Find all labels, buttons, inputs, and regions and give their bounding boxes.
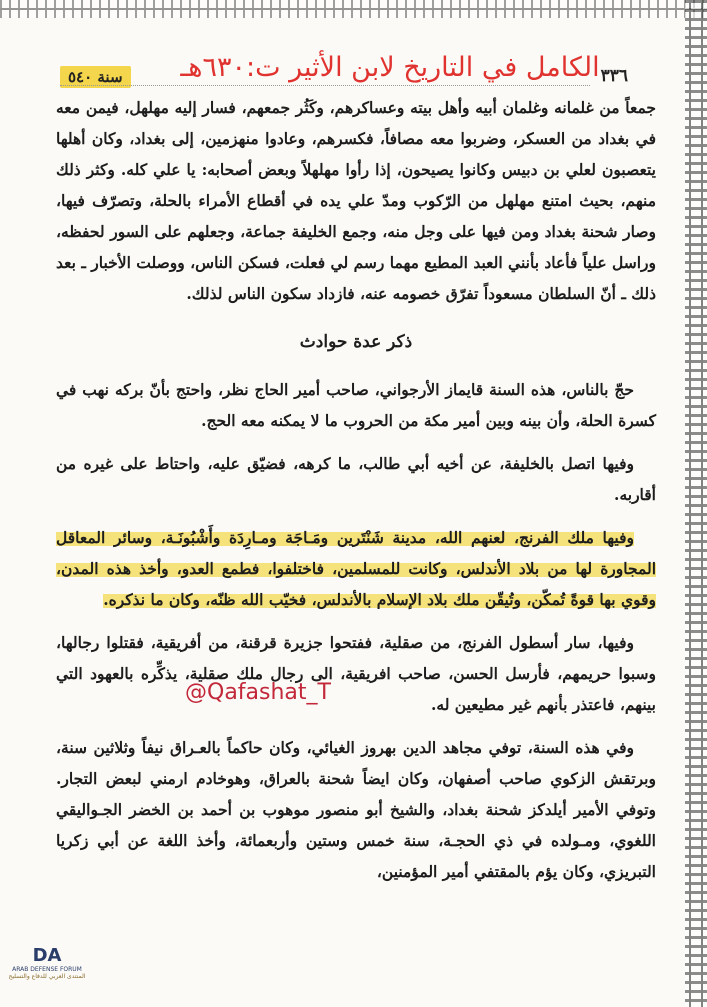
logo-mark: DA (32, 945, 62, 966)
decorative-border-top (0, 0, 707, 18)
decorative-border-right (685, 0, 707, 1007)
logo-subtext: المنتدى العربي للدفاع والتسليح (8, 973, 86, 980)
page-header (0, 40, 660, 90)
highlighted-text: وفيها ملك الفرنج، لعنهم الله، مدينة شَنْتَرين ومَـاجَة ومـارِدَة وأَشْبُونَـة، وسائر المعاقل المجاورة لها من بلاد الأندلس، وكانت للمسلمين، فاختلفوا، فطمع العدو، وأخذ هذه المدن، وقوي بها قوةً تُمكّن، وتُيقّن ملك بلاد الإسلام بالأندلس، فخيّب الله ظنّه، وكان ما نذكره. (56, 528, 656, 609)
watermark-handle: @Qafashat_T (185, 680, 331, 705)
page-body (56, 92, 656, 899)
paragraph-4-highlighted (56, 522, 656, 615)
section-heading: ذكر عدة حوادث (299, 332, 413, 352)
page-number: ٣٣٦ (600, 66, 628, 86)
forum-logo (2, 945, 92, 1005)
paragraph-5: وفيها، سار أسطول الفرنج، من صقلية، ففتحوا جزيرة قرقنة، من أفريقية، فقتلوا رجالها، وسبوا حريمهم، فأرسل الحسن، صاحب افريقية، الى رجال ملك صقلية، يذكِّره بالعهود التي بينهم، فاعتذر بأنهم غير مطيعين له. (56, 633, 656, 714)
header-rule (60, 85, 590, 87)
paragraph-6: وفي هذه السنة، توفي مجاهد الدين بهروز الغيائي، وكان حاكماً بالعـراق نيفاً وثلاثين سنة، وبرتقش الزكوي صاحب أصفهان، وكان ايضاً شحنة بالعراق، وهوخادم ارمني لبعض التجار. وتوفي الأمير أيلدكز شحنة بغداد، والشيخ أبو منصور موهوب بن أحمد بن الخضر الجـواليقي اللغوي، ومـولده في ذي الحجـة، سنة خمس وستين وأربعمائة، وأخذ اللغة عن أبي زكريا التبريزي، وكان يؤم بالمقتفي أمير المؤمنين، (56, 738, 656, 881)
paragraph-2: حجّ بالناس، هذه السنة قايماز الأرجواني، صاحب أمير الحاج نظر، واحتج بأنّ بركه نهب في كسرة الحلة، وأن بينه وبين أمير مكة من الحروب ما لا يمكنه معه الحج. (56, 380, 656, 430)
year-badge: سنة ٥٤٠ (60, 66, 131, 88)
paragraph-3: وفيها اتصل بالخليفة، عن أخيه أبي طالب، ما كرهه، فضيّق عليه، واحتاط على غيره من أقاربه. (56, 454, 656, 504)
book-title: الكامل في التاريخ لابن الأثير ت:٦٣٠هـ (180, 52, 600, 83)
paragraph-1: جمعاً من غلمانه وغلمان أبيه وأهل بيته وعساكرهم، وكَثُر جمعهم، فسار إليه مهلهل، فيمن معه في بغداد من العسكر، وضربوا معه مصافاً، فكسرهم، وعادوا منهزمين، إلى بغداد، وكان أهلها يتعصبون لعلي بن دبيس وكانوا يصيحون، إذا رأوا مهلهلاً وبعض أصحابه: يا علي كله. وكثر ذلك منهم، بحيث امتنع مهلهل من الرّكوب ومدّ علي يده في أقطاع الأمراء بالحلة، وتصرّف فيها، وصار شحنة بغداد ومن فيها على وجل منه، وجمع الخليفة جماعة، وجعلهم على السور لحفظه، وراسل علياً فأعاد بأنني العبد المطيع مهما رسم لي فعلت، فسكن الناس، ووصلت الأخبار ـ بعد ذلك ـ أنّ السلطان مسعوداً تفرّق خصومه عنه، فازداد سكون الناس لذلك. (56, 98, 656, 303)
logo-text: ARAB DEFENSE FORUM (12, 966, 82, 973)
